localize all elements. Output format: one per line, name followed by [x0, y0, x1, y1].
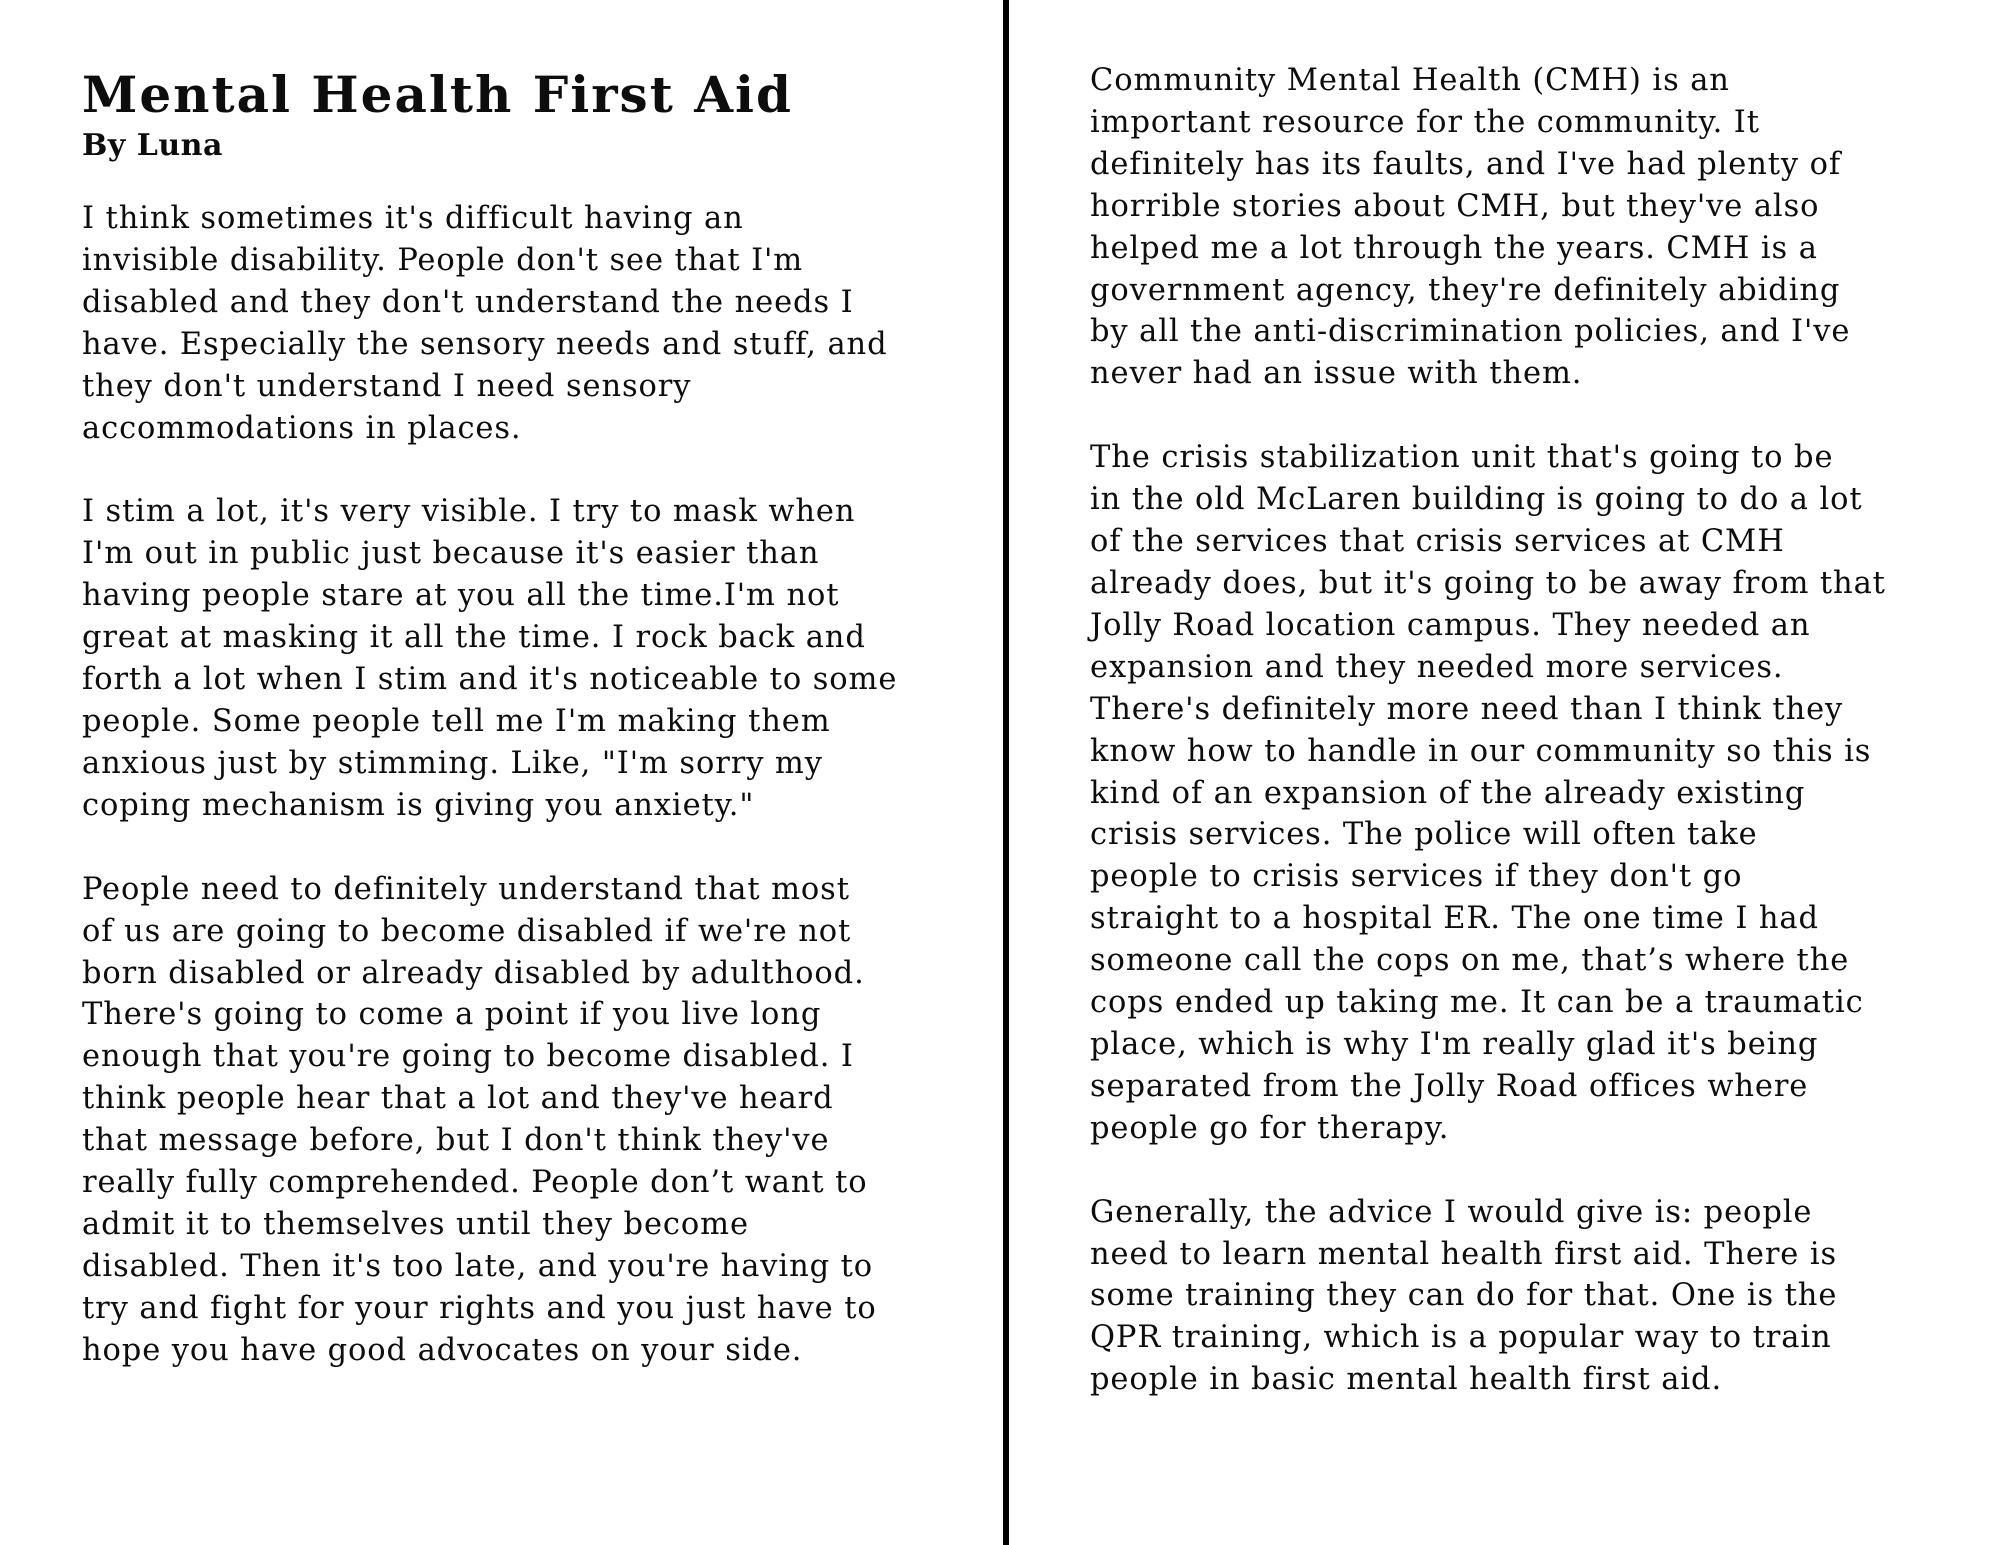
right-column — [1090, 60, 1970, 1443]
paragraph-crisis-stabilization: The crisis stabilization unit that's going to be in the old McLaren building is going to do a lot of the services that crisis services at CMH already does, but it's going to be away from that Jolly Road location campus. They needed an expansion and they needed more services. There's definitely more need than I think they know how to handle in our community so this is kind of an expansion of the already existing crisis services. The police will often take people to crisis services if they don't go straight to a hospital ER. The one time I had someone call the cops on me, that’s where the cops ended up taking me. It can be a traumatic place, which is why I'm really glad it's being separated from the Jolly Road offices where people go for therapy. — [1090, 440, 1886, 1146]
paragraph-community-mental-health: Community Mental Health (CMH) is an important resource for the community. It definitely has its faults, and I've had plenty of horrible stories about CMH, but they've also helped me a lot through the years. CMH is a government agency, they're definitely abiding by all the anti-discrimination policies, and I've never had an issue with them. — [1090, 63, 1851, 392]
page-title: Mental Health First Aid — [82, 65, 793, 124]
author-byline: By Luna — [82, 128, 223, 163]
paragraph-becoming-disabled: People need to definitely understand that most of us are going to become disabled if we're not born disabled or already disabled by adulthood. There's going to come a point if you live long enough that you're going to become disabled. I think people hear that a lot and they've heard that message before, but I don't think they've really fully comprehended. People don’t want to admit it to themselves until they become disabled. Then it's too late, and you're having to try and fight for your rights and you just have to hope you have good advocates on your side. — [82, 871, 877, 1368]
paragraph-invisible-disability: I think sometimes it's difficult having an invisible disability. People don't see that I'm disabled and they don't understand the needs I have. Especially the sensory needs and stuff, and they don't understand I need sensory accommodations in places. — [82, 201, 888, 446]
paragraph-first-aid-advice: Generally, the advice I would give is: people need to learn mental health first aid. There is some training they can do for that. One is the QPR training, which is a popular way to train people in basic mental health first aid. — [1090, 1194, 1838, 1398]
left-column — [82, 64, 982, 1414]
column-divider — [1003, 0, 1009, 1545]
paragraph-stimming: I stim a lot, it's very visible. I try to mask when I'm out in public just because it's easier than having people stare at you all the time.I'm not great at masking it all the time. I rock back and forth a lot when I stim and it's noticeable to some people. Some people tell me I'm making them anxious just by stimming. Like, "I'm sorry my coping mechanism is giving you anxiety." — [82, 494, 898, 823]
